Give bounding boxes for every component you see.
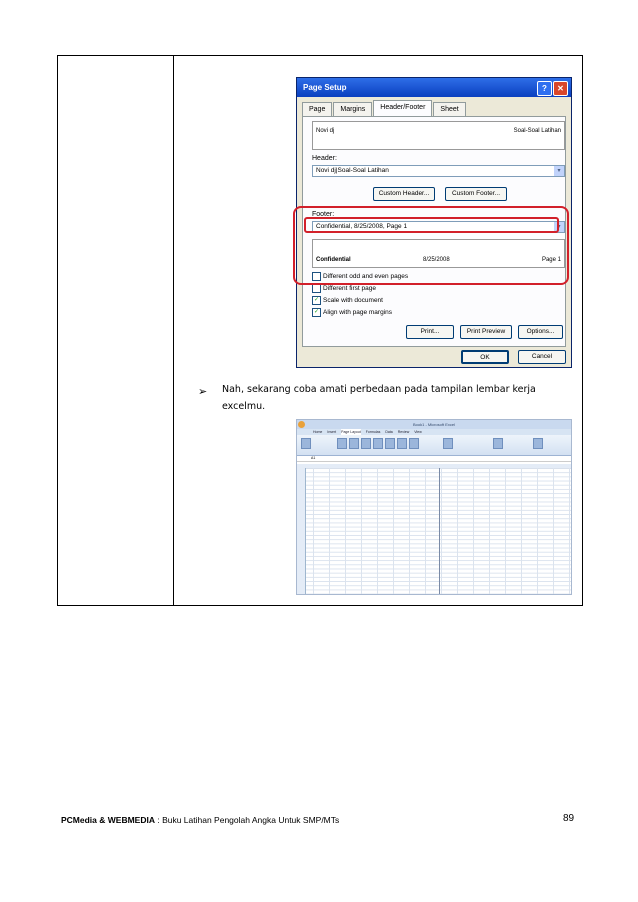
dialog-tabs	[302, 102, 467, 116]
header-label: Header:	[312, 155, 337, 162]
gridlines-icon[interactable]	[493, 438, 503, 449]
print-preview-button[interactable]: Print Preview	[460, 325, 512, 339]
scale-to-fit-icon[interactable]	[443, 438, 453, 449]
option-label: Different first page	[323, 285, 376, 292]
print-area-icon[interactable]	[373, 438, 383, 449]
themes-icon[interactable]	[301, 438, 311, 449]
tab-header-footer[interactable]: Header/Footer	[373, 100, 432, 117]
table-column-divider	[173, 56, 174, 605]
excel-ribbon	[297, 435, 571, 456]
checkbox-checked-icon[interactable]: ✓	[313, 297, 320, 303]
excel-titlebar	[297, 420, 571, 429]
footer-label: Footer:	[312, 211, 335, 218]
checkbox-checked-icon[interactable]: ✓	[313, 309, 320, 315]
page-break-line	[439, 468, 440, 595]
chevron-down-icon[interactable]: ▾	[554, 222, 564, 232]
option-label: Scale with document	[323, 297, 383, 304]
formula-bar[interactable]	[297, 456, 571, 462]
print-titles-icon[interactable]	[409, 438, 419, 449]
tab-sheet[interactable]: Sheet	[433, 102, 465, 116]
arrow-bullet-icon: ➢	[198, 386, 208, 398]
checkbox-unchecked[interactable]	[312, 284, 321, 293]
page-number: 89	[563, 813, 575, 824]
footer-select-value: Confidential, 8/25/2008, Page 1	[316, 223, 408, 230]
header-preview-right: Soal-Soal Latihan	[513, 128, 561, 134]
ribbon-tab-page-layout[interactable]: Page Layout	[341, 430, 361, 434]
ok-button[interactable]: OK	[461, 350, 509, 364]
header-preview	[312, 121, 565, 150]
ribbon-tab-view[interactable]: View	[414, 430, 422, 434]
footer-brand: PCMedia & WEBMEDIA	[61, 815, 155, 825]
option-scale[interactable]	[312, 296, 383, 305]
row-headers	[297, 468, 306, 595]
tab-margins[interactable]: Margins	[333, 102, 372, 116]
chevron-down-icon[interactable]: ▾	[554, 166, 564, 176]
print-button[interactable]: Print...	[406, 325, 454, 339]
close-button[interactable]: ✕	[553, 81, 568, 96]
instruction-text: Nah, sekarang coba amati perbedaan pada tampilan lembar kerja excelmu.	[222, 384, 536, 412]
custom-footer-button[interactable]: Custom Footer...	[445, 187, 507, 201]
footer-preview-left: Confidential	[316, 257, 351, 263]
ribbon-tab-formulas[interactable]: Formulas	[365, 430, 381, 434]
ribbon-tab-data[interactable]: Data	[385, 430, 393, 434]
size-icon[interactable]	[361, 438, 371, 449]
help-button[interactable]: ?	[537, 81, 552, 96]
tab-page[interactable]: Page	[302, 102, 332, 116]
office-button-icon[interactable]	[298, 421, 305, 428]
option-label: Different odd and even pages	[323, 273, 409, 280]
worksheet-grid[interactable]	[297, 468, 571, 595]
footer-preview-right: Page 1	[541, 257, 561, 263]
background-icon[interactable]	[397, 438, 407, 449]
excel-title: Book1 - Microsoft Excel	[412, 422, 455, 427]
header-preview-left: Novi dj	[316, 128, 335, 134]
footer-select-highlight	[304, 217, 559, 233]
dialog-title: Page Setup	[303, 83, 347, 92]
arrange-icon[interactable]	[533, 438, 543, 449]
dialog-titlebar	[297, 78, 571, 97]
breaks-icon[interactable]	[385, 438, 395, 449]
page-footer	[61, 815, 339, 825]
option-label: Align with page margins	[323, 309, 393, 316]
orientation-icon[interactable]	[349, 438, 359, 449]
option-first-page[interactable]	[312, 284, 376, 293]
footer-text: : Buku Latihan Pengolah Angka Untuk SMP/MTs	[154, 815, 340, 825]
ribbon-tab-insert[interactable]: Insert	[327, 430, 337, 434]
header-select-value: Novi dj|Soal-Soal Latihan	[316, 167, 389, 174]
header-select[interactable]	[312, 165, 565, 177]
excel-screenshot	[296, 419, 572, 595]
margins-icon[interactable]	[337, 438, 347, 449]
option-align[interactable]	[312, 308, 392, 317]
ribbon-tab-review[interactable]: Review	[397, 430, 410, 434]
options-button[interactable]: Options...	[518, 325, 563, 339]
cancel-button[interactable]: Cancel	[518, 350, 566, 364]
name-box[interactable]: A1	[311, 456, 316, 460]
footer-preview-center: 8/25/2008	[423, 257, 450, 263]
ribbon-tab-home[interactable]: Home	[313, 430, 323, 434]
custom-header-button[interactable]: Custom Header...	[373, 187, 435, 201]
